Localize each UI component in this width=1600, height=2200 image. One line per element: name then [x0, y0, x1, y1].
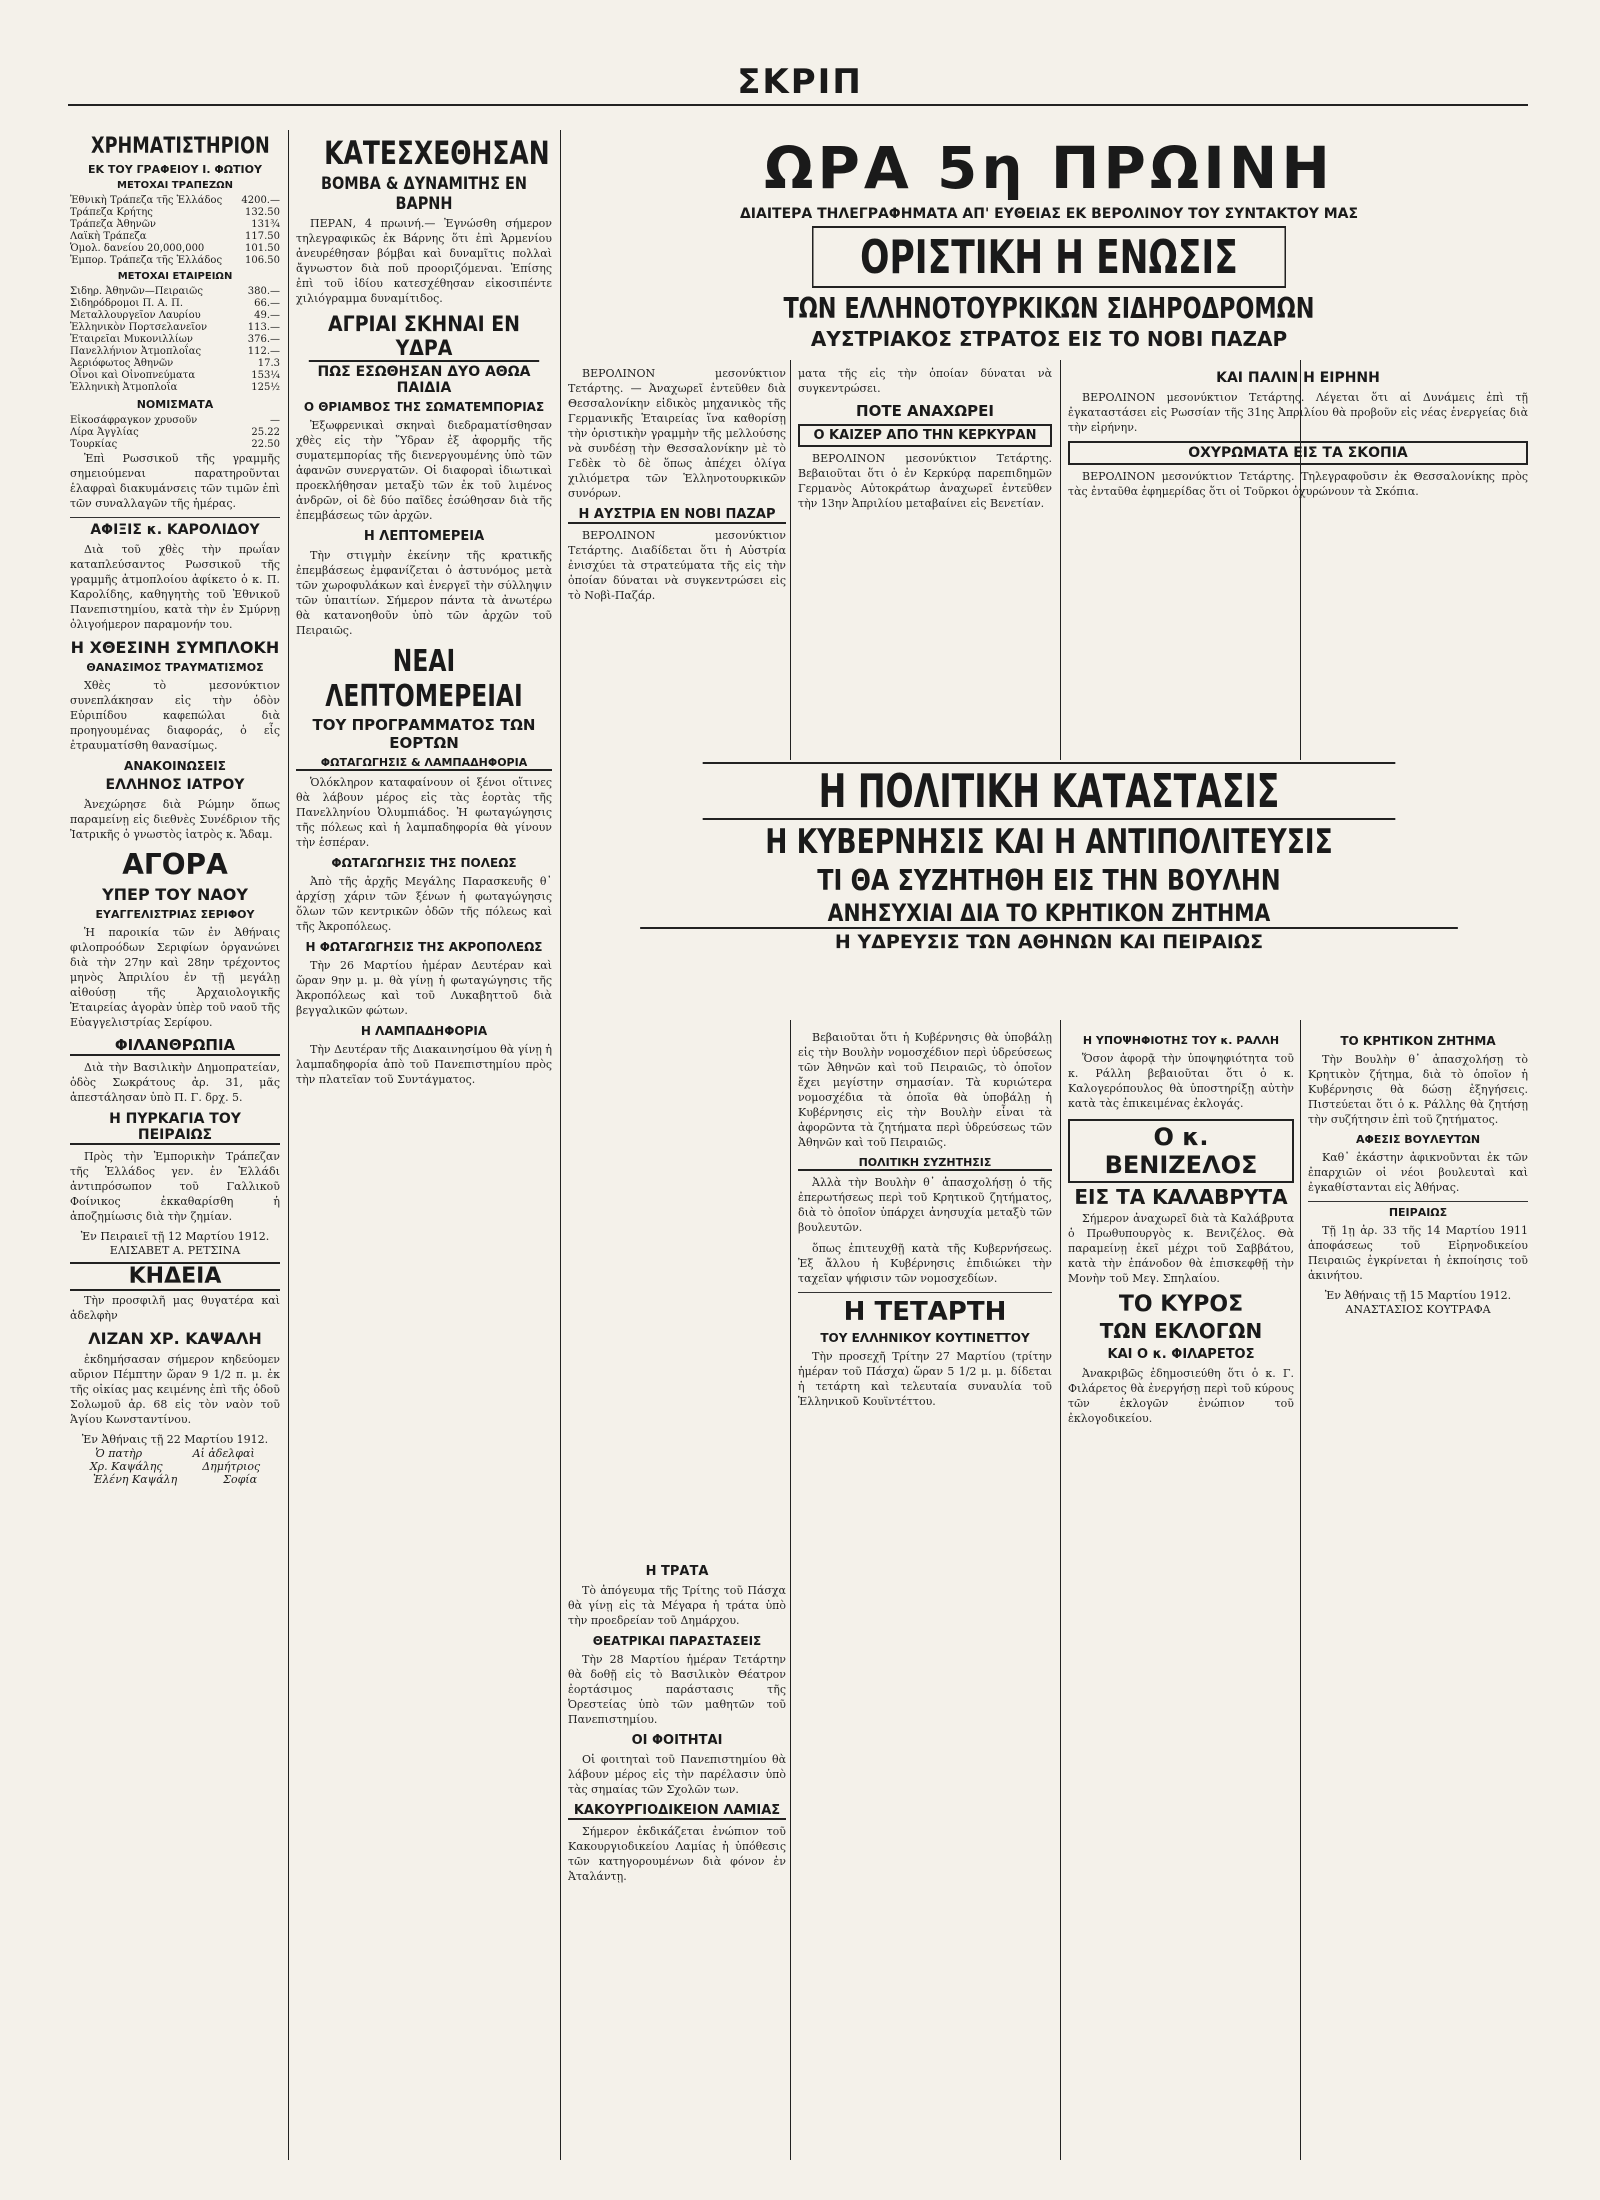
politics-col-c [1308, 1030, 1528, 2160]
politics-subheading: Η ΚΥΒΕΡΝΗΣΙΣ ΚΑΙ Η ΑΝΤΙΠΟΛΙΤΕΥΣΙΣ [765, 822, 1333, 862]
details-text: Τὴν στιγμὴν ἐκείνην τῆς κρατικῆς ἐπεμβάσεως ἐμφανίζεται ὁ ἀστυνόμος μετὰ τῶν χωροφυλάκων καὶ ἐνεργεῖ τὴν σύλληψιν τῶν ὑπαιτίων. Σήμερον πάντα τὰ ἀνωτέρω θὰ κατανοηθοῦν ὑπὸ τῶν ἀρχῶν τοῦ Πειραιῶς. [296, 549, 552, 637]
illumination-text: Ἀπὸ τῆς ἀρχῆς Μεγάλης Παρασκευῆς θ᾽ ἀρχίσῃ χάριν τῶν ξένων ἡ φωταγώγησις ὅλων τῶν κεντρικῶν ὁδῶν τῆς πόλεως καὶ τῆς Ἀκροπόλεως. [296, 875, 552, 933]
masthead: ΣΚΡΙΠ [737, 62, 863, 102]
stock-exchange-title: ΧΡΗΜΑΤΙΣΤΗΡΙΟΝ [91, 134, 270, 159]
berlin-1: ΒΕΡΟΛΙΝΟΝ μεσονύκτιον Τετάρτης. — Ἀναχωρεῖ ἐντεῦθεν διὰ Θεσσαλονίκην εἰδικὸς μηχανικὸς τῆς Γερμανικῆς Ἑταιρείας ἵνα καθορίσῃ τὴν ὁριστικὴν γραμμὴν τῆς μελλούσης νὰ συνδέσῃ τὴν Θεσσαλονίκην μὲ τὸ Γεδὲκ τὸ δὲ ὅπως ἀπέχει ὀλίγα χιλιόμετρα τῶν Ἑλληνοτουρκικῶν συνόρων. [568, 367, 786, 500]
acropolis-heading: Η ΦΩΤΑΓΩΓΗΣΙΣ ΤΗΣ ΑΚΡΟΠΟΛΕΩΣ [305, 940, 543, 954]
politics-subheading-3: ΑΝΗΣΥΧΙΑΙ ΔΙΑ ΤΟ ΚΡΗΤΙΚΟΝ ΖΗΤΗΜΑ [640, 899, 1458, 929]
venizelos-subheading: ΕΙΣ ΤΑ ΚΑΛΑΒΡΥΤΑ [1074, 1185, 1288, 1209]
hydra-heading: ΑΓΡΙΑΙ ΣΚΗΝΑΙ ΕΝ ΥΔΡΑ [309, 312, 539, 362]
wednesday-heading: Η ΤΕΤΑΡΤΗ [843, 1297, 1007, 1327]
program-text: Ὁλόκληρον καταφαίνουν οἱ ξένοι οἵτινες θὰ λάβουν μέρος εἰς τὰς ἑορτὰς τῆς Πανελληνίου Ὀλυμπιάδος. Ἡ φωταγώγησις τῆς πόλεως καὶ ἡ λαμπαδηφορία θὰ γίνουν τὴν ἑσπέραν. [296, 776, 552, 849]
col-divider-3 [790, 360, 791, 2160]
torch-heading: Η ΛΑΜΠΑΔΗΦΟΡΙΑ [360, 1024, 488, 1038]
funeral-heading: ΚΗΔΕΙΑ [70, 1262, 280, 1291]
doctor-text: Ἀνεχώρησε διὰ Ρώμην ὅπως παραμείνῃ εἰς διεθνὲς Συνέδριον τῆς Ἰατρικῆς ὁ γνωστὸς ἰατρὸς κ. Ἄδαμ. [70, 798, 280, 841]
validity-heading: ΤΟ ΚΥΡΟΣ [1118, 1292, 1244, 1317]
column-2 [296, 132, 552, 2162]
politics-col-a [798, 1030, 1052, 2160]
market-heading: ΑΓΟΡΑ [122, 848, 228, 881]
column-2b [568, 1560, 786, 2160]
right-col-c [1068, 366, 1528, 766]
theatre-text: Τὴν 28 Μαρτίου ἡμέραν Τετάρτην θὰ δοθῇ εἰς τὸ Βασιλικὸν Θέατρον ἐορτάσιμος παράστασις τῆς Ὀρεστείας ὑπὸ τῶν μαθητῶν τοῦ Πανεπιστημίου. [568, 1653, 786, 1726]
austria-heading: Η ΑΥΣΤΡΙΑ ΕΝ ΝΟΒΙ ΠΑΖΑΡ [568, 507, 786, 524]
list-item: Τράπεζα Ἀθηνῶν 131¾ [70, 219, 280, 230]
hydra-subheading-2: Ο ΘΡΙΑΜΒΟΣ ΤΗΣ ΣΩΜΑΤΕΜΠΟΡΙΑΣ [303, 400, 545, 414]
politics-text-2: Ἀλλὰ τὴν Βουλὴν θ᾽ ἀπασχολήσῃ ὁ τῆς ἐπερωτήσεως περὶ τοῦ Κρητικοῦ ζητήματος, διὰ τὸ ὁποῖον ὑπάρχει ἀνησυχία μεταξὺ τῶν βουλευτῶν. [798, 1176, 1052, 1234]
mp-absence-heading: ΑΦΕΣΙΣ ΒΟΥΛΕΥΤΩΝ [1355, 1133, 1481, 1146]
list-item: Ἑλληνικὴ Ἀτμοπλοΐα 125½ [70, 382, 280, 393]
bomb-heading: ΚΑΤΕΣΧΕΘΗΣΑΝ [324, 134, 550, 172]
list-item: Ἀεριόφωτος Ἀθηνῶν 17.3 [70, 358, 280, 369]
students-text: Οἱ φοιτηταὶ τοῦ Πανεπιστημίου θὰ λάβουν μέρος εἰς τὴν παρέλασιν ὑπὸ τὰς σημαίας τῶν Σχολῶν των. [568, 1753, 786, 1796]
program-subheading: ΤΟΥ ΠΡΟΓΡΑΜΜΑΤΟΣ ΤΩΝ ΕΟΡΤΩΝ [312, 716, 536, 752]
venizelos-text: Σήμερον ἀναχωρεῖ διὰ τὰ Καλάβρυτα ὁ Πρωθυπουργὸς κ. Βενιζέλος. Θὰ παραμείνῃ ἐκεῖ μέχρι τοῦ Σαββάτου, κατὰ τὴν ἐπάνοδον θὰ ἐπισκεφθῇ τὴν Μονὴν τοῦ Μεγ. Σπηλαίου. [1068, 1212, 1294, 1285]
funeral-date: Ἐν Ἀθήναις τῇ 22 Μαρτίου 1912. [81, 1433, 269, 1446]
program-subheading-2: ΦΩΤΑΓΩΓΗΣΙΣ & ΛΑΜΠΑΔΗΦΟΡΙΑ [296, 756, 552, 771]
funeral-signatures: Ὁ πατὴρ Αἱ ἀδελφαὶ [95, 1447, 255, 1460]
validity-subheading: ΤΩΝ ΕΚΛΟΓΩΝ [1099, 1319, 1263, 1343]
clash-subheading: ΘΑΝΑΣΙΜΟΣ ΤΡΑΥΜΑΤΙΣΜΟΣ [86, 661, 264, 674]
politics-col-b [1068, 1030, 1294, 2160]
piraeus-signature: ΑΝΑΣΤΑΣΙΟΣ ΚΟΥΤΡΑΦΑ [1345, 1303, 1491, 1316]
market-subheading: ΥΠΕΡ ΤΟΥ ΝΑΟΥ [102, 885, 248, 904]
charity-heading: ΦΙΛΑΝΘΡΩΠΙΑ [70, 1036, 280, 1056]
companies-list [70, 286, 280, 394]
crime-heading: ΚΑΚΟΥΡΓΙΟΔΙΚΕΙΟΝ ΛΑΜΙΑΣ [568, 1803, 786, 1820]
charity-text: Διὰ τὴν Βασιλικὴν Δημοπρατείαν, ὁδὸς Σωκράτους ἀρ. 31, μᾶς ἀπεστάλησαν ὑπὸ Π. Γ. δρχ. 5. [70, 1061, 280, 1104]
bomb-subheading: ΒΟΜΒΑ & ΔΥΝΑΜΙΤΗΣ ΕΝ ΒΑΡΝΗ [320, 174, 528, 214]
crime-text: Σήμερον ἐκδικάζεται ἐνώπιον τοῦ Κακουργιοδικείου Λαμίας ἡ ὑπόθεσις τῶν κατηγορουμένων διὰ φόνον ἐν Ἀταλάντῃ. [568, 1825, 786, 1883]
banks-list [70, 195, 280, 267]
berlin-2b: ματα τῆς εἰς τὴν ὁποίαν δύναται νὰ συγκεντρώσει. [798, 367, 1052, 395]
time-subheading: ΔΙΑΙΤΕΡΑ ΤΗΛΕΓΡΑΦΗΜΑΤΑ ΑΠ' ΕΥΘΕΙΑΣ ΕΚ ΒΕΡΟΛΙΝΟΥ ΤΟΥ ΣΥΝΤΑΚΤΟΥ ΜΑΣ [739, 206, 1359, 222]
piraeus-heading: ΠΕΙΡΑΙΩΣ [1388, 1206, 1448, 1219]
divider [1308, 1201, 1528, 1202]
venizelos-heading: Ο κ. ΒΕΝΙΖΕΛΟΣ [1068, 1119, 1294, 1183]
politics-heading: Η ΠΟΛΙΤΙΚΗ ΚΑΤΑΣΤΑΣΙΣ [703, 762, 1396, 820]
right-col-a [568, 366, 786, 766]
right-col-b [798, 366, 1052, 766]
list-item: Οἶνοι καὶ Οἰνοπνεύματα 153¼ [70, 370, 280, 381]
divider [70, 517, 280, 518]
cretan-text: Τὴν Βουλὴν θ᾽ ἀπασχολήσῃ τὸ Κρητικὸν ζήτημα, διὰ τὸ ὁποῖον ἡ Κυβέρνησις θὰ δώσῃ ἐξηγήσεις. Πιστεύεται ὅτι ὁ κ. Ράλλης θὰ ζητήσῃ τὴν συζήτησιν ἐπὶ τοῦ ζητήματος. [1308, 1053, 1528, 1126]
clash-text: Χθὲς τὸ μεσονύκτιον συνεπλάκησαν εἰς τὴν ὁδὸν Εὐριπίδου καφεπώλαι διὰ προηγουμένας διαφοράς, ὁ εἷς ἐτραυματίσθη θανασίμως. [70, 679, 280, 752]
theatre-heading: ΘΕΑΤΡΙΚΑΙ ΠΑΡΑΣΤΑΣΕΙΣ [592, 1634, 762, 1648]
list-item: Εἰκοσάφραγκον χρυσοῦν — [70, 415, 280, 426]
politics-text-1: Βεβαιοῦται ὅτι ἡ Κυβέρνησις θὰ ὑποβάλῃ εἰς τὴν Βουλὴν νομοσχέδιον περὶ ὑδρεύσεως τῶν Ἀθηνῶν καὶ τοῦ Πειραιῶς, τὸ ὁποῖον ἔχει μεγίστην σημασίαν. Τὰ κυριώτερα νομοσχέδια τὰ ὁποῖα θὰ ὑποβάλῃ ἡ Κυβέρνησις εἰς τὴν Βουλὴν εἶναι τὰ ἀφορῶντα τὰ ζητήματα περὶ ὑδρεύσεως τῶν Ἀθηνῶν καὶ τοῦ Πειραιῶς. [798, 1031, 1052, 1149]
announcements-heading: ΑΝΑΚΟΙΝΩΣΕΙΣ [124, 759, 226, 773]
politics-subheading-4: Η ΥΔΡΕΥΣΙΣ ΤΩΝ ΑΘΗΝΩΝ ΚΑΙ ΠΕΙΡΑΙΩΣ [834, 931, 1264, 953]
fire-heading: Η ΠΥΡΚΑΓΙΑ ΤΟΥ ΠΕΙΡΑΙΩΣ [70, 1111, 280, 1145]
politics-text-3: ὅπως ἐπιτευχθῇ κατὰ τῆς Κυβερνήσεως. Ἐξ ἄλλου ἡ Κυβέρνησις ἐπιδιώκει τὴν ταχεῖαν ψήφισιν τῶν νομοσχεδίων. [798, 1242, 1052, 1285]
students-heading: ΟΙ ΦΟΙΤΗΤΑΙ [631, 1733, 723, 1748]
list-item: Τουρκίας 22.50 [70, 439, 280, 450]
berlin-2: ΒΕΡΟΛΙΝΟΝ μεσονύκτιον Τετάρτης. Διαδίδεται ὅτι ἡ Αὐστρία ἐνισχύει τὰ στρατεύματα τῆς εἰς τὴν ὁποίαν δύναται νὰ συγκεντρώσει εἰς τὸ Νοβὶ-Παζάρ. [568, 529, 786, 602]
illumination-heading: ΦΩΤΑΓΩΓΗΣΙΣ ΤΗΣ ΠΟΛΕΩΣ [331, 856, 517, 870]
never-heading: ΠΟΤΕ ΑΝΑΧΩΡΕΙ [856, 402, 994, 420]
peace-heading: ΚΑΙ ΠΑΛΙΝ Η ΕΙΡΗΝΗ [1216, 370, 1380, 386]
hydra-subheading: ΠΩΣ ΕΣΩΘΗΣΑΝ ΔΥΟ ΑΘΩΑ ΠΑΙΔΙΑ [317, 364, 531, 396]
market-subheading-2: ΕΥΑΓΓΕΛΙΣΤΡΙΑΣ ΣΕΡΙΦΟΥ [95, 908, 255, 921]
forts-heading: ΟΧΥΡΩΜΑΤΑ ΕΙΣ ΤΑ ΣΚΟΠΙΑ [1068, 441, 1528, 465]
time-heading: ΩΡΑ 5η ΠΡΩΙΝΗ [764, 134, 1334, 202]
list-item: Πανελλήνιον Ἀτμοπλοΐας 112.— [70, 346, 280, 357]
right-section [568, 132, 1530, 362]
trata-text: Τὸ ἀπόγευμα τῆς Τρίτης τοῦ Πάσχα θὰ γίνῃ εἰς τὰ Μέγαρα ἡ τράτα ὑπὸ τὴν προεδρείαν τοῦ Δημάρχου. [568, 1584, 786, 1627]
list-item: Τράπεζα Κρήτης 132.50 [70, 207, 280, 218]
mp-absence-text: Καθ᾽ ἑκάστην ἀφικνοῦνται ἐκ τῶν ἐπαρχιῶν οἱ νέοι βουλευταὶ καὶ ἐγκαθίστανται εἰς Ἀθήνας. [1308, 1151, 1528, 1194]
karolidis-text: Διὰ τοῦ χθὲς τὴν πρωΐαν καταπλεύσαντος Ρωσσικοῦ τῆς γραμμῆς ἀτμοπλοίου ἀφίκετο ὁ κ. Π. Καρολίδης, καθηγητὴς τοῦ Ἐθνικοῦ Πανεπιστημίου, κατὰ τὴν ἐν Σμύρνῃ ὀλιγοήμερον παραμονήν του. [70, 543, 280, 631]
col-divider-4 [1060, 360, 1061, 2160]
doctor-heading: ΕΛΛΗΝΟΣ ΙΑΤΡΟΥ [105, 777, 245, 793]
list-item: Ἑλληνικὸν Πορτσελανεῖον 113.— [70, 322, 280, 333]
union-subheading-2: ΑΥΣΤΡΙΑΚΟΣ ΣΤΡΑΤΟΣ ΕΙΣ ΤΟ ΝΟΒΙ ΠΑΖΑΡ [810, 327, 1288, 351]
list-item: Μεταλλουργεῖον Λαυρίου 49.— [70, 310, 280, 321]
piraeus-date: Ἐν Ἀθήναις τῇ 15 Μαρτίου 1912. [1324, 1289, 1512, 1302]
berlin-5: ΒΕΡΟΛΙΝΟΝ μεσονύκτιον Τετάρτης. Τηλεγραφοῦσιν ἐκ Θεσσαλονίκης πρὸς τὰς ἐνταῦθα ἐφημερίδας ὅτι οἱ Τοῦρκοι ὀχυρώνουν τὰ Σκόπια. [1068, 470, 1528, 498]
col-divider-2 [560, 130, 561, 2160]
acropolis-text: Τὴν 26 Μαρτίου ἡμέραν Δευτέραν καὶ ὥραν 9ην μ. μ. θὰ γίνῃ ἡ φωταγώγησις τῆς Ἀκροπόλεως καὶ τοῦ Λυκαβηττοῦ διὰ βεγγαλικῶν φώτων. [296, 959, 552, 1017]
list-item: Ὁμολ. δανείου 20,000,000 101.50 [70, 243, 280, 254]
cretan-heading: ΤΟ ΚΡΗΤΙΚΟΝ ΖΗΤΗΜΑ [1340, 1034, 1496, 1048]
funeral-name: ΛΙΖΑΝ ΧΡ. ΚΑΨΑΛΗ [88, 1329, 262, 1348]
companies-header: ΜΕΤΟΧΑΙ ΕΤΑΙΡΕΙΩΝ [117, 271, 233, 282]
debate-heading: ΠΟΛΙΤΙΚΗ ΣΥΖΗΤΗΣΙΣ [798, 1156, 1052, 1171]
column-1 [70, 132, 280, 2162]
union-heading: ΟΡΙΣΤΙΚΗ Η ΕΝΩΣΙΣ [812, 226, 1286, 288]
validity-subheading-2: ΚΑΙ Ο κ. ΦΙΛΑΡΕΤΟΣ [1107, 1347, 1255, 1362]
list-item: Ἐταιρεῖαι Μυκονιλλίων 376.— [70, 334, 280, 345]
coins-list [70, 415, 280, 451]
trata-heading: Η ΤΡΑΤΑ [645, 1564, 709, 1579]
candidacy-heading: Η ΥΠΟΨΗΦΙΟΤΗΣ ΤΟΥ κ. ΡΑΛΛΗ [1082, 1034, 1280, 1047]
top-rule [68, 104, 1528, 106]
funeral-signatures: Χρ. Καψάλης Δημήτριος [89, 1460, 261, 1473]
piraeus-text: Τῇ 1ῃ ἀρ. 33 τῆς 14 Μαρτίου 1911 ἀποφάσεως τοῦ Εἰρηνοδικείου Πειραιῶς ἐγκρίνεται ἡ ἐκποίησις τοῦ ἀκινήτου. [1308, 1224, 1528, 1282]
politics-text-4: Ὅσον ἀφορᾷ τὴν ὑποψηφιότητα τοῦ κ. Ράλλη βεβαιοῦται ὅτι ὁ κ. Καλογερόπουλος θὰ ὑποστηρίξῃ αὐτὴν κατὰ τὰς ἐπικειμένας ἐκλογάς. [1068, 1052, 1294, 1110]
list-item: Ἐθνικὴ Τράπεζα τῆς Ἑλλάδος 4200.— [70, 195, 280, 206]
berlin-4: ΒΕΡΟΛΙΝΟΝ μεσονύκτιον Τετάρτης. Λέγεται ὅτι αἱ Δυνάμεις ἐπὶ τῇ ἐγκαταστάσει εἰς Ρωσσίαν τῆς 31ης Ἀπριλίου θὰ προβοῦν εἰς νέας ἐνεργείας διὰ τὴν εἰρήνην. [1068, 391, 1528, 434]
berlin-3: ΒΕΡΟΛΙΝΟΝ μεσονύκτιον Τετάρτης. Βεβαιοῦται ὅτι ὁ ἐν Κερκύρᾳ παρεπιδημῶν Γερμανὸς Αὐτοκράτωρ ἀναχωρεῖ ἐντεῦθεν τὴν 13ην Ἀπριλίου μεταβαίνει εἰς Βενετίαν. [798, 452, 1052, 510]
never-subheading: Ο ΚΑΙΖΕΡ ΑΠΟ ΤΗΝ ΚΕΡΚΥΡΑΝ [798, 424, 1052, 447]
politics-subheading-2: ΤΙ ΘΑ ΣΥΖΗΤΗΘΗ ΕΙΣ ΤΗΝ ΒΟΥΛΗΝ [817, 864, 1281, 897]
market-note: Ἐπὶ Ρωσσικοῦ τῆς γραμμῆς σημειούμεναι παρατηροῦνται ἑλαφραὶ διακυμάνσεις τῶν τιμῶν ἐπὶ τῶν συναλλαγῶν τῆς ἡμέρας. [70, 452, 280, 510]
union-subheading: ΤΩΝ ΕΛΛΗΝΟΤΟΥΡΚΙΚΩΝ ΣΙΔΗΡΟΔΡΟΜΩΝ [783, 292, 1315, 325]
validity-text: Ἀνακριβῶς ἐδημοσιεύθη ὅτι ὁ κ. Γ. Φιλάρετος θὰ ἐνεργήσῃ περὶ τοῦ κύρους τῶν ἐκλογῶν ἐνώπιον τοῦ ἐκλογοδικείου. [1068, 1367, 1294, 1425]
funeral-signatures: Ἐλένη Καψάλη Σοφία [92, 1473, 258, 1486]
stock-exchange-subtitle: ΕΚ ΤΟΥ ΓΡΑΦΕΙΟΥ Ι. ΦΩΤΙΟΥ [88, 163, 262, 176]
bomb-text: ΠΕΡΑΝ, 4 πρωινή.— Ἐγνώσθη σήμερον τηλεγραφικῶς ἐκ Βάρνης ὅτι ἐπὶ Ἀρμενίου ἀνευρέθησαν βόμβαι καὶ δυναμῖτις πολλαὶ ἄγνωστον διὰ ποῦ προοριζόμεναι. Ἐπίσης ἐπὶ τοῦ ἰδίου κατεσχέθησαν εἰκοσιπέντε χιλιόγραμμα δυναμίτιδος. [296, 217, 552, 305]
karolidis-heading: ΑΦΙΞΙΣ κ. ΚΑΡΟΛΙΔΟΥ [90, 522, 260, 538]
hydra-text: Ἐξωφρενικαὶ σκηναὶ διεδραματίσθησαν χθὲς εἰς τὴν Ὕδραν ἐξ ἀφορμῆς τῆς συματεμπορίας τῆς διενεργουμένης ὑπὸ τῶν ἀφανῶν συνεργατῶν. Οἱ διαφοραὶ ἰδιωτικαὶ προεκλήθησαν μεταξὺ τῶν ἐκ τοῦ λιμένος ἀνδρῶν, οἱ δὲ δύο παῖδες ἐσώθησαν διὰ τῆς ἐπεμβάσεως τῶν ἀρχῶν. [296, 419, 552, 522]
list-item: Ἐμπορ. Τράπεζα τῆς Ἑλλάδος 106.50 [70, 255, 280, 266]
col-divider-1 [288, 130, 289, 2160]
torch-text: Τὴν Δευτέραν τῆς Διακαινησίμου θὰ γίνῃ ἡ λαμπαδηφορία ἀπὸ τοῦ Πανεπιστημίου πρὸς τὴν πλατεῖαν τοῦ Συντάγματος. [296, 1043, 552, 1086]
program-heading: ΝΕΑΙ ΛΕΠΤΟΜΕΡΕΙΑΙ [325, 644, 523, 714]
divider [798, 1292, 1052, 1293]
coins-header: ΝΟΜΙΣΜΑΤΑ [136, 398, 214, 411]
market-church-text: Ἡ παροικία τῶν ἐν Ἀθήναις φιλοπροόδων Σεριφίων ὀργανώνει διὰ τὴν 27ην καὶ 28ην τρέχοντος μηνὸς Ἀπριλίου ἐν τῇ μεγάλῃ αἰθούσῃ τῆς Ἀρχαιολογικῆς Ἑταιρείας ἀγορὰν ὑπὲρ τοῦ ναοῦ τῆς Εὐαγγελιστρίας Σερίφου. [70, 926, 280, 1029]
list-item: Λίρα Ἀγγλίας 25.22 [70, 427, 280, 438]
funeral-text-2: ἐκδημήσασαν σήμερον κηδεύομεν αὔριον Πέμπτην ὥραν 9 1/2 π. μ. ἐκ τῆς οἰκίας μας κειμένης ἐπὶ τῆς ὁδοῦ Σολωμοῦ ἀρ. 68 εἰς τὸν ναὸν τοῦ Ἁγίου Κωνσταντίνου. [70, 1353, 280, 1426]
politics-banner [568, 760, 1530, 1020]
funeral-text: Τὴν προσφιλῆ μας θυγατέρα καὶ ἀδελφὴν [70, 1294, 280, 1322]
fire-text: Πρὸς τὴν Ἐμπορικὴν Τράπεζαν τῆς Ἑλλάδος γεν. ἐν Ἑλλάδι ἀντιπρόσωπον τοῦ Γαλλικοῦ Φοίνικος ἐκκαθαρίσθη ἡ ἀποζημίωσις διὰ τὴν ζημίαν. [70, 1150, 280, 1223]
details-heading: Η ΛΕΠΤΟΜΕΡΕΙΑ [363, 529, 485, 544]
fire-sign-name: ΕΛΙΣΑΒΕΤ Α. ΡΕΤΣΙΝΑ [109, 1244, 241, 1257]
clash-heading: Η ΧΘΕΣΙΝΗ ΣΥΜΠΛΟΚΗ [70, 638, 280, 657]
list-item: Λαϊκὴ Τράπεζα 117.50 [70, 231, 280, 242]
fire-sign-place: Ἐν Πειραιεῖ τῇ 12 Μαρτίου 1912. [80, 1230, 270, 1243]
wednesday-text: Τὴν προσεχῆ Τρίτην 27 Μαρτίου (τρίτην ἡμέραν τοῦ Πάσχα) ὥραν 5 1/2 μ. μ. δίδεται ἡ τετάρτη καὶ τελευταία συναυλία τοῦ Ἑλληνικοῦ Κουϊντέττου. [798, 1350, 1052, 1408]
wednesday-subheading: ΤΟΥ ΕΛΛΗΝΙΚΟΥ ΚΟΥΤΙΝΕΤΤΟΥ [820, 1331, 1030, 1345]
list-item: Σιδηρ. Ἀθηνῶν—Πειραιῶς 380.— [70, 286, 280, 297]
list-item: Σιδηρόδρομοι Π. Α. Π. 66.— [70, 298, 280, 309]
banks-header: ΜΕΤΟΧΑΙ ΤΡΑΠΕΖΩΝ [117, 180, 233, 191]
